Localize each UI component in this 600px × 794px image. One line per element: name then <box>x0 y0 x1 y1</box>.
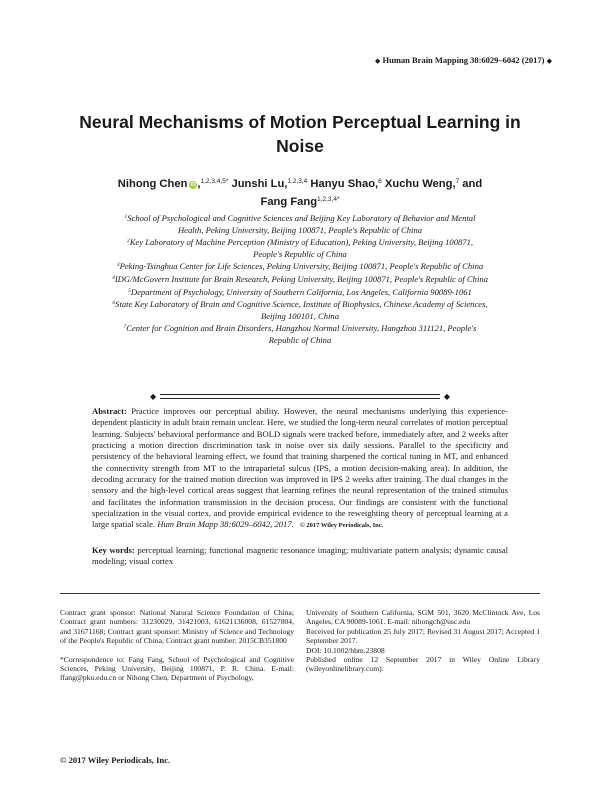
author-name: Hanyu Shao, <box>310 178 379 190</box>
abstract-label: Abstract: <box>92 406 127 416</box>
corresponding-star: * <box>225 178 229 185</box>
diamond-icon: ◆ <box>546 57 552 65</box>
affiliation: $^5$Department of Psychology, University of Southern California, Los Angeles, California 90089-1061 <box>128 286 472 297</box>
journal-header <box>375 55 552 65</box>
abstract-text: Practice improves our perceptual ability. However, the neural mechanisms underlying this experience-dependent plasticity in adult brain remain unclear. Here, we studied the long-term neural correlates of motion perceptual learning. Subjects' behavioral performance and BOLD signals were tracked before, immediately after, and 2 weeks after practicing a motion direction discrimination task in noise over six daily sessions. Parallel to the specificity and persistency of the behavioral learning effect, we found that training sharpened the cortical tuning in MT, and enhanced the connectivity strength from MT to the intraparietal sulcus (IPS, a motion decision-making area). In addition, the decoding accuracy for the trained motion direction was improved in IPS 2 weeks after training. The dual changes in the sensory and the high-level cortical areas suggest that learning refines the neural representation of the trained stimulus and facilitates the information transmission in the decision process. Our findings are consistent with the functional specialization in the visual cortex, and provide empirical evidence to the reweighting theory of perceptual learning at a large spatial scale. <box>92 406 508 530</box>
abstract <box>92 406 508 532</box>
affiliation: $^6$State Key Laboratory of Brain and Cognitive Science, Institute of Biophysics, Chinese Academy of Sciences, Beijing 100101, China <box>112 299 488 321</box>
affiliation: $^3$Peking-Tsinghua Center for Life Sciences, Peking University, Beijing 100871, People's Republic of China <box>116 261 484 272</box>
paper-title: Neural Mechanisms of Motion Perceptual Learning in Noise <box>79 112 521 156</box>
affiliation: $^4$IDG/McGovern Institute for Brain Research, Peking University, Beijing 100871, People's Republic of China <box>112 273 488 284</box>
author-conjunction: and <box>462 178 483 190</box>
author-list: Nihong Chen iD ,$^{1,2,3,4,5*}$ Junshi Lu,$^{1,2,3,4}$ Hanyu Shao,$^6$ Xuchu Weng,$^7$ and Fang Fang$^{1,2,3,4*}$ <box>117 178 483 208</box>
author-name: Xuchu Weng, <box>384 178 456 190</box>
keywords-text: perceptual learning; functional magnetic resonance imaging; multivariate pattern analysis; dynamic causal modeling; visual cortex <box>92 545 508 567</box>
author-name: Fang Fang <box>260 196 318 208</box>
orcid-icon[interactable]: iD <box>190 182 196 188</box>
journal-citation: Human Brain Mapping 38:6029–6042 (2017) <box>382 55 545 65</box>
affiliation: $^1$School of Psychological and Cognitive Sciences and Beijing Key Laboratory of Behavior and Mental Health, Peking University, Beijing 100871, People's Republic of China <box>124 213 476 235</box>
page-copyright: © 2017 Wiley Periodicals, Inc. <box>60 755 171 765</box>
footnotes-left <box>60 608 294 683</box>
footnotes-right <box>306 608 540 674</box>
correspondence-footnote-cont: University of Southern California, SGM 501, 3620 McClintock Ave, Los Angeles, CA 90089-1061. E-mail: nihongch@usc.edu <box>306 608 540 627</box>
keywords <box>92 545 508 568</box>
author-affil-sup: 1,2,3,4 <box>287 178 308 185</box>
author-affil-sup: 1,2,3,4 <box>317 196 337 203</box>
corresponding-star: * <box>336 196 340 203</box>
affiliation: $^2$Key Laboratory of Machine Perception (Ministry of Education), Peking University, Beijing 100871, People's Republic of China <box>126 237 474 259</box>
published-online: Published online 12 September 2017 in Wiley Online Library (wileyonlinelibrary.com). <box>306 655 540 674</box>
author-affil-sup: 7 <box>455 178 460 185</box>
author-affil-sup: 1,2,3,4,5 <box>200 178 226 185</box>
author-affil-sup: 6 <box>378 178 382 185</box>
diamond-icon: ◆ <box>150 392 157 401</box>
diamond-icon: ◆ <box>443 392 450 401</box>
grant-footnote: Contract grant sponsor: National Natural Science Foundation of China; Contract grant numbers: 31230029, 31421003, 61621136008, 61527804, and 31671168; Contract grant sponsor: Ministry of Science and Technology of the People's Republic of China; Contract grant number: 2015CB351800 <box>60 608 294 646</box>
abstract-citation: Hum Brain Mapp 38:6029–6042, 2017. <box>157 519 294 530</box>
section-divider <box>150 392 450 402</box>
doi[interactable]: DOI: 10.1002/hbm.23808 <box>306 645 385 655</box>
footnote-rule <box>60 593 540 594</box>
received-dates: Received for publication 25 July 2017; Revised 31 August 2017; Accepted 1 September 2017. <box>306 626 540 646</box>
affiliation: $^7$Center for Cognition and Brain Disorders, Hangzhou Normal University, Hangzhou 311121, People's Republic of China <box>123 323 477 345</box>
affiliations <box>112 212 488 347</box>
correspondence-footnote: *Correspondence to: Fang Fang, School of Psychological and Cognitive Sciences, Peking University, Beijing 100871, P. R. China. E-mail: ffang@pku.edu.cn or Nihong Chen, Department of Psychology, <box>60 654 294 683</box>
author-name: Nihong Chen <box>117 178 188 190</box>
keywords-label: Key words: <box>92 545 135 555</box>
abstract-copyright: © 2017 Wiley Periodicals, Inc. <box>299 522 384 530</box>
author-name: Junshi Lu, <box>231 178 288 190</box>
diamond-icon: ◆ <box>374 57 381 65</box>
